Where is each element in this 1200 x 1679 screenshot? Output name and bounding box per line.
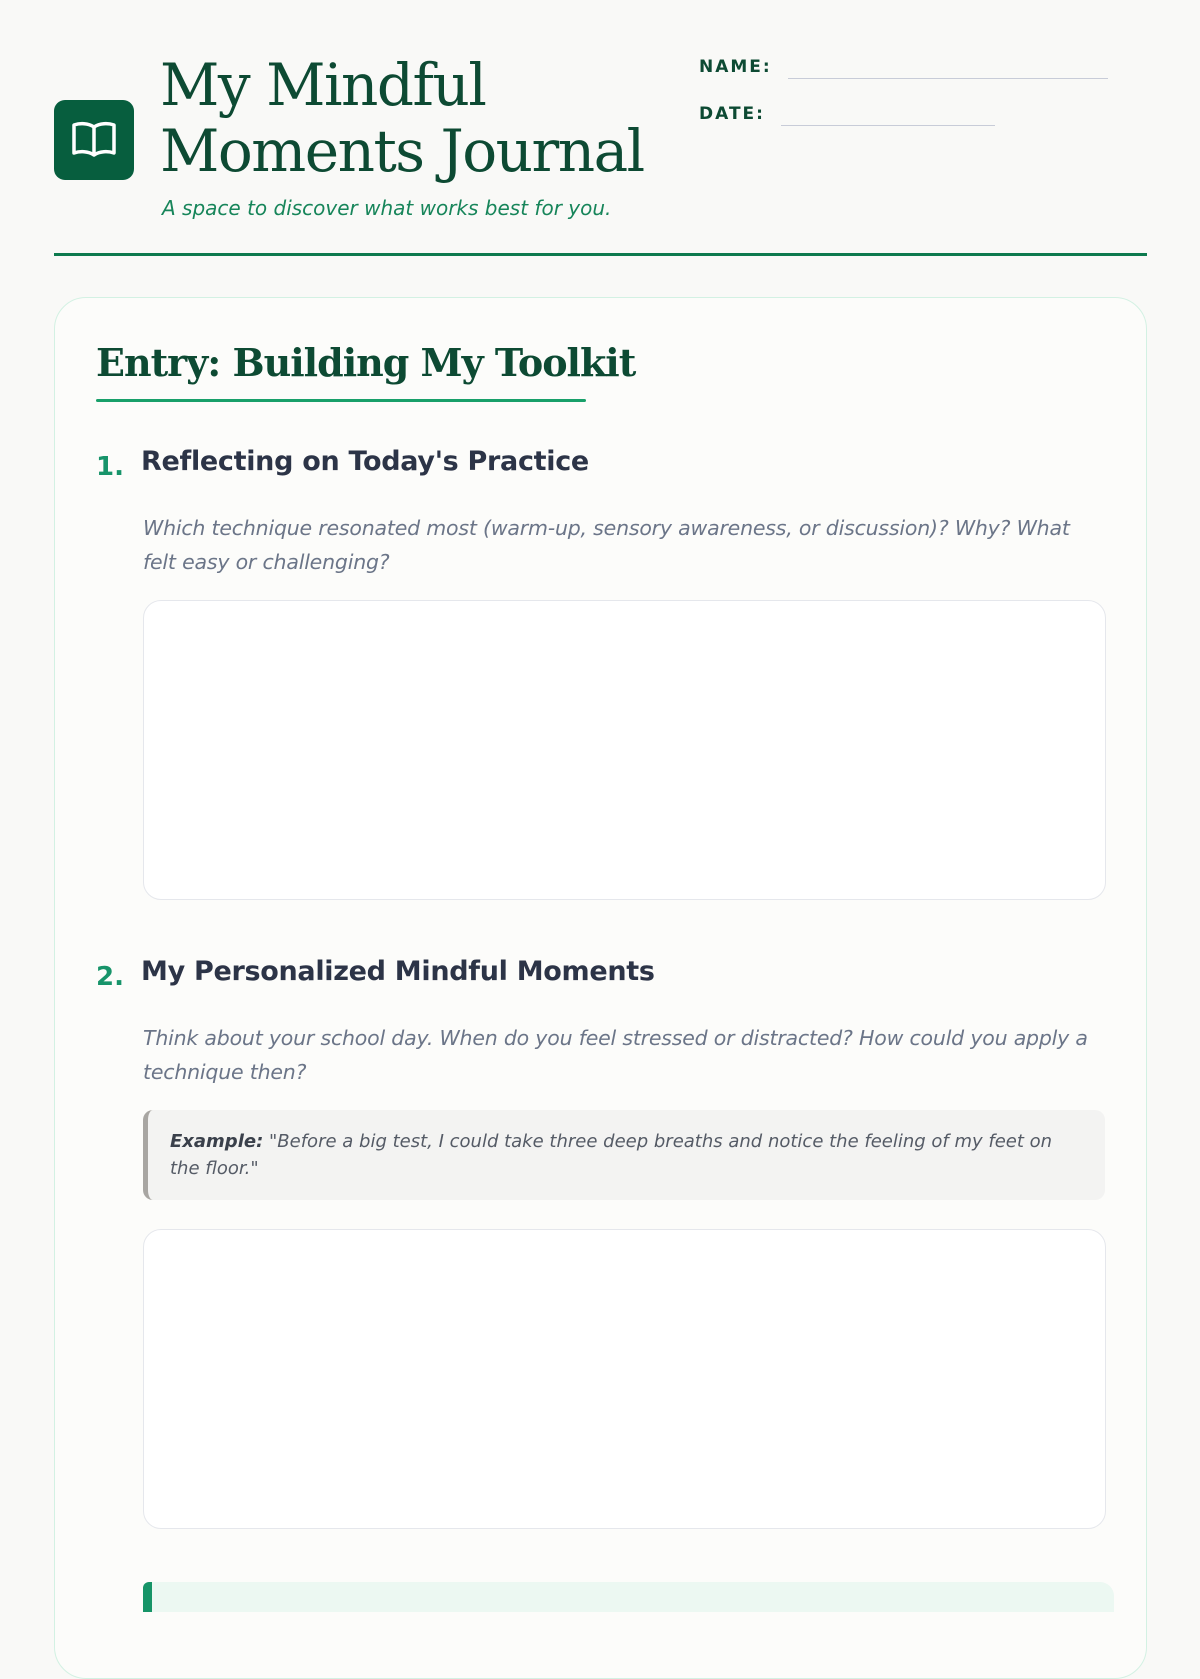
example-label: Example: bbox=[170, 1131, 264, 1152]
header-divider bbox=[54, 253, 1147, 256]
entry-title-underline bbox=[96, 399, 586, 402]
name-label: NAME: bbox=[699, 57, 772, 77]
question-1-number: 1. bbox=[96, 452, 124, 482]
title-line-2: Moments Journal bbox=[160, 117, 644, 185]
subtitle: A space to discover what works best for you. bbox=[162, 196, 612, 220]
logo bbox=[54, 100, 134, 180]
question-1-answer-box[interactable] bbox=[143, 600, 1106, 900]
entry-title: Entry: Building My Toolkit bbox=[96, 340, 636, 385]
question-1-prompt: Which technique resonated most (warm-up, sensory awareness, or discussion)? Why? What felt easy or challenging? bbox=[143, 516, 1070, 574]
page-title bbox=[160, 52, 680, 184]
date-label: DATE: bbox=[699, 104, 765, 124]
open-book-icon bbox=[69, 115, 119, 165]
question-2-answer-box[interactable] bbox=[143, 1229, 1106, 1529]
example-callout bbox=[143, 1110, 1105, 1200]
question-1-heading: Reflecting on Today's Practice bbox=[141, 446, 589, 477]
question-2-heading: My Personalized Mindful Moments bbox=[141, 956, 655, 987]
date-field[interactable] bbox=[781, 125, 995, 126]
question-2-number: 2. bbox=[96, 962, 124, 992]
next-section-callout bbox=[143, 1582, 1114, 1612]
name-field[interactable] bbox=[788, 78, 1108, 79]
example-text: "Before a big test, I could take three deep breaths and notice the feeling of my feet on the floor." bbox=[170, 1131, 1053, 1179]
title-line-1: My Mindful bbox=[160, 51, 486, 119]
question-2-prompt: Think about your school day. When do you feel stressed or distracted? How could you apply a technique then? bbox=[143, 1026, 1088, 1084]
